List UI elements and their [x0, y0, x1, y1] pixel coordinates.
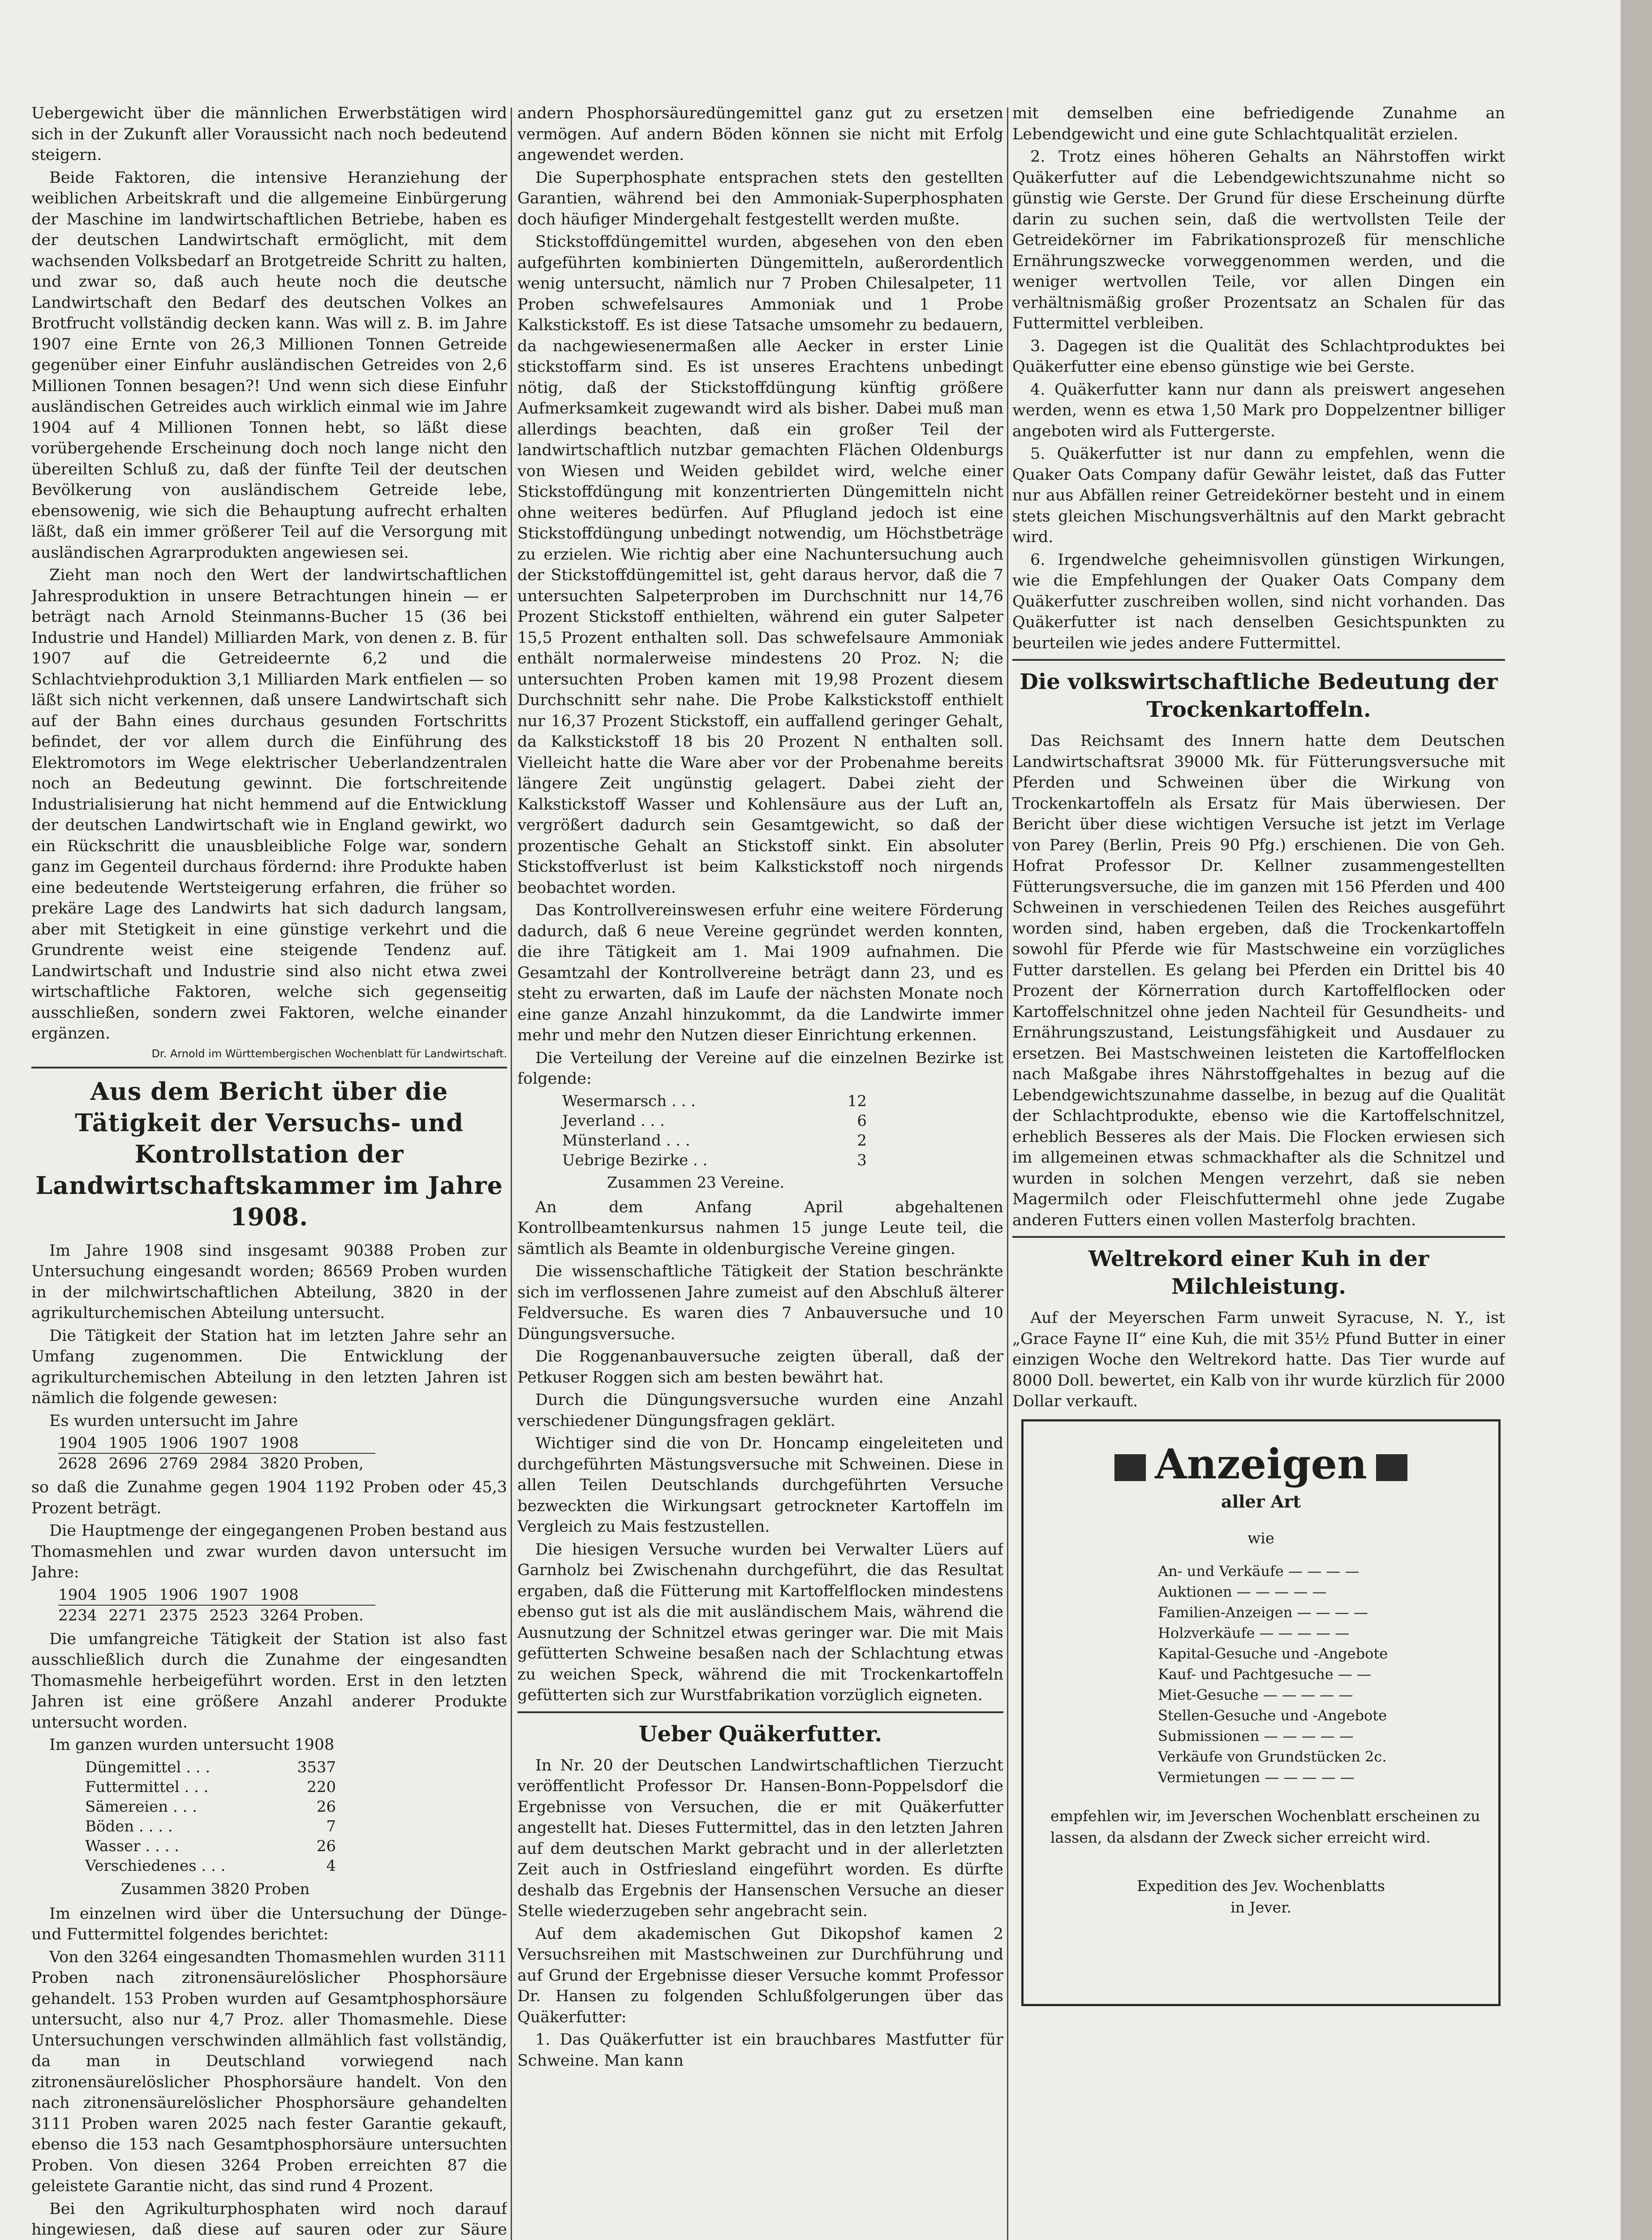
- list-key: Jeverland . . .: [562, 1111, 665, 1130]
- list-key: Wesermarsch . . .: [562, 1092, 696, 1110]
- article-heading: Weltrekord einer Kuh in der Milchleistung.: [1088, 1246, 1429, 1299]
- list-value: 4: [326, 1857, 336, 1875]
- paragraph: Auf der Meyerschen Farm unweit Syracuse, N. Y., ist „Grace Fayne II“ eine Kuh, die mit 35½ Pfund Butter in einer einzigen Woche den Weltrekord hatte. Das Tier wurde auf 8000 Doll. bewertet, ein Kalb von ihr wurde kürzlich für 2000 Dollar verkauft.: [1012, 1309, 1505, 1410]
- ad-footer-line: in Jever.: [1230, 1898, 1291, 1916]
- column-rule: [1007, 108, 1008, 2240]
- paragraph: 2. Trotz eines höheren Gehalts an Nährstoffen wirkt Quäkerfutter auf die Lebendgewichtszunahme nicht so günstig wie Gerste. Der Grund für diese Erscheinung dürfte darin zu suchen sein, daß die wertvollsten Teile der Getreidekörner im Fabrikationsprozeß für menschliche Ernährungszwecke vorweggenommen werden, und die weniger wertvollen Teile, vor allen Dingen ein verhältnismäßig großer Prozentsatz an Schalen für das Futtermittel verbleiben.: [1012, 148, 1505, 332]
- paragraph: Im einzelnen wird über die Untersuchung der Dünge- und Futtermittel folgendes berichtet:: [31, 1904, 507, 1943]
- table-value: 2769: [159, 1455, 198, 1473]
- paragraph: Die wissenschaftliche Tätigkeit der Station beschränkte sich im verflossenen Jahre zumeist auf den Abschluß älterer Feldversuche. Es waren dies 7 Anbauversuche und 10 Düngungsversuche.: [517, 1262, 1003, 1343]
- paragraph: Die Roggenanbauversuche zeigten überall, daß der Petkuser Roggen sich am besten bewährt hat.: [517, 1348, 1003, 1387]
- ad-subtitle: aller Art: [1221, 1491, 1301, 1512]
- list-value: 7: [326, 1817, 336, 1835]
- ad-item: Vermietungen — — — — —: [1158, 1768, 1355, 1786]
- list-key: Sämereien . . .: [85, 1797, 198, 1816]
- paragraph: Im Jahre 1908 sind insgesamt 90388 Proben zur Untersuchung eingesandt worden; 86569 Proben wurden in der milchwirtschaftlichen Abteilung, 3820 in der agrikulturchemischen Abteilung untersucht.: [31, 1241, 507, 1322]
- list-item: [85, 1797, 336, 1817]
- table-value: 2696: [108, 1455, 148, 1473]
- list-value: 26: [316, 1837, 336, 1855]
- ornament-icon: [1376, 1454, 1407, 1481]
- list-value: 3537: [297, 1758, 336, 1776]
- list-key: Münsterland . . .: [562, 1131, 690, 1150]
- paragraph: Die umfangreiche Tätigkeit der Station ist also fast ausschließlich durch die Zunahme der eingesandten Thomasmehle herbeigeführt worden. Erst in den letzten Jahren ist eine größere Anzahl anderer Produkte untersucht worden.: [31, 1630, 507, 1732]
- list-total: Zusammen 3820 Proben: [121, 1880, 310, 1898]
- ad-footer-line: Expedition des Jev. Wochenblatts: [1137, 1877, 1385, 1895]
- table-value: 2523: [209, 1606, 249, 1624]
- advertisement-box: [1021, 1419, 1501, 2006]
- page-edge: [1621, 0, 1652, 2240]
- list-item: [562, 1150, 867, 1170]
- list-item: [85, 1836, 336, 1856]
- table-year: 1908: [260, 1585, 375, 1605]
- table-year: 1905: [109, 1585, 159, 1605]
- paragraph: Stickstoffdüngemittel wurden, abgesehen von den eben aufgeführten kombinierten Düngemitteln, außerordentlich wenig untersucht, nämlich nur 7 Proben Chilesalpeter, 11 Proben schwefelsaures Ammoniak und 1 Probe Kalkstickstoff. Es ist diese Tatsache umsomehr zu bedauern, da nachgewiesenermaßen alle Aecker in erster Linie stickstoffarm sind. Es ist unseres Erachtens unbedingt nötig, daß der Stickstoffdüngung künftig größere Aufmerksamkeit zugewandt wird als bisher. Dabei muß man allerdings beachten, daß ein großer Teil der landwirtschaftlich nutzbar gemachten Flächen Oldenburgs von Wiesen und Weiden gebildet wird, welche einer Stickstoffdüngung mit konzentrierten Düngemitteln nicht ohne weiteres bedürfen. Auf Pflugland jedoch ist eine Stickstoffdüngung unbedingt notwendig, um Höchstbeträge zu erzielen. Wie richtig aber eine Nachuntersuchung auch der Stickstoffdüngemittel ist, geht daraus hervor, daß die 7 untersuchten Salpeterproben im Durchschnitt nur 14,76 Prozent Stickstoff enthielten, während ein guter Salpeter 15,5 Prozent enthalten soll. Das schwefelsaure Ammoniak enthält normalerweise mindestens 20 Proz. N; die untersuchten Proben kamen mit 19,98 Prozent diesem Durchschnitt sehr nahe. Die Probe Kalkstickstoff enthielt nur 16,37 Prozent Stickstoff, ein auffallend geringer Gehalt, da Kalkstickstoff 18 bis 20 Prozent N enthalten soll. Vielleicht hatte die Ware aber vor der Probenahme bereits längere Zeit ungünstig gelagert. Dabei zieht der Kalkstickstoff Wasser und Kohlensäure aus der Luft an, vergrößert dadurch sein Gesamtgewicht, so daß der prozentische Gehalt an Stickstoff sinkt. Ein absoluter Stickstoffverlust ist beim Kalkstickstoff noch nirgends beobachtet worden.: [517, 233, 1003, 897]
- paragraph: 5. Quäkerfutter ist nur dann zu empfehlen, wenn die Quaker Oats Company dafür Gewähr leistet, daß das Futter nur aus Abfällen reiner Getreidekörner besteht und in einem stets gleichen Mischungsverhältnis auf den Markt gebracht wird.: [1012, 445, 1505, 546]
- column-1: [31, 103, 507, 2240]
- list-item: [562, 1131, 867, 1150]
- ad-item: Holzverkäufe — — — — —: [1158, 1624, 1350, 1641]
- paragraph: 4. Quäkerfutter kann nur dann als preiswert angesehen werden, wenn es etwa 1,50 Mark pro Doppelzentner billiger angeboten wird als Futtergerste.: [1012, 380, 1505, 440]
- ad-item: Submissionen — — — — —: [1158, 1727, 1354, 1745]
- ad-item: Familien-Anzeigen — — — —: [1158, 1603, 1368, 1621]
- ad-item: Kauf- und Pachtgesuche — —: [1158, 1665, 1371, 1683]
- list-value: 3: [857, 1151, 867, 1169]
- list-key: Uebrige Bezirke . .: [562, 1151, 708, 1169]
- paragraph: Beide Faktoren, die intensive Heranziehung der weiblichen Arbeitskraft und die allgemeine Einbürgerung der Maschine im landwirtschaftlichen Betriebe, haben es der deutschen Landwirtschaft ermöglicht, mit dem wachsenden Volksbedarf an Brotgetreide Schritt zu halten, und zwar so, daß auch heute noch die deutsche Landwirtschaft den Bedarf des deutschen Volkes an Brotfrucht vollständig decken kann. Was will z. B. im Jahre 1907 eine Ernte von 26,3 Millionen Tonnen Getreide gegenüber einer Einfuhr ausländischen Getreides von 2,6 Millionen Tonnen besagen?! Und wenn sich diese Einfuhr ausländischen Getreides auch wirklich einmal wie im Jahre 1904 auf 4 Millionen Tonnen hebt, so läßt diese vorübergehende Erscheinung doch noch lange nicht den übereilten Schluß zu, daß der fünfte Teil der deutschen Bevölkerung von ausländischem Getreide lebe, ebensowenig, wie sich die Behauptung aufrecht erhalten läßt, daß ein immer größerer Teil auf die Versorgung mit ausländischen Agrarprodukten angewiesen sei.: [31, 168, 507, 562]
- paragraph: mit demselben eine befriedigende Zunahme an Lebendgewicht und eine gute Schlachtqualität erzielen.: [1012, 104, 1505, 143]
- list-key: Futtermittel . . .: [85, 1778, 209, 1796]
- paragraph: andern Phosphorsäuredüngemittel ganz gut zu ersetzen vermögen. Auf andern Böden können sie nicht mit Erfolg angewendet werden.: [517, 104, 1003, 164]
- table-value: 2984: [209, 1455, 249, 1473]
- paragraph: Auf dem akademischen Gut Dikopshof kamen 2 Versuchsreihen mit Mastschweinen zur Durchführung und auf Grund der Ergebnisse dieser Versuche kommt Professor Dr. Hansen zu folgenden Schlußfolgerungen über das Quäkerfutter:: [517, 1925, 1003, 2026]
- table-value: 3820 Proben,: [260, 1455, 364, 1473]
- divider: [517, 1711, 1003, 1713]
- paragraph: Das Kontrollvereinswesen erfuhr eine weitere Förderung dadurch, daß 6 neue Vereine gegründet werden konnten, die ihre Tätigkeit am 1. Mai 1909 aufnahmen. Die Gesamtzahl der Kontrollvereine beträgt dann 23, und es steht zu erwarten, daß im Laufe der nächsten Monate noch eine ganze Anzahl hinzukommt, da die Landwirte immer mehr und mehr den Nutzen dieser Einrichtung erkennen.: [517, 901, 1003, 1044]
- paragraph: Die Verteilung der Vereine auf die einzelnen Bezirke ist folgende:: [517, 1049, 1003, 1088]
- article-heading: Ueber Quäkerfutter.: [638, 1721, 882, 1747]
- ad-footer: [1037, 1875, 1485, 1918]
- paragraph: Von den 3264 eingesandten Thomasmehlen wurden 3111 Proben nach zitronensäurelöslicher Phosphorsäure gehandelt. 153 Proben wurden auf Gesamtphosphorsäure untersucht, also nur 4,7 Proz. aller Thomasmehle. Diese Untersuchungen verschwinden allmählich fast vollständig, da man in Deutschland vorwiegend nach zitronensäurelöslicher Phosphorsäure handelt. Von den nach zitronensäurelöslicher Phosphorsäure gehandelten 3111 Proben waren 2025 nach fester Garantie gekauft, ebenso die 153 nach Gesamtphosphorsäure untersuchten Proben. Von diesen 3264 Proben erreichten 87 die geleistete Garantie nicht, das sind rund 4 Prozent.: [31, 1948, 507, 2195]
- table-caption: Es wurden untersucht im Jahre: [49, 1412, 298, 1430]
- paragraph: Das Reichsamt des Innern hatte dem Deutschen Landwirtschaftsrat 39000 Mk. für Fütterungsversuche mit Pferden und Schweinen über die Wirkung von Trockenkartoffeln als Ersatz für Mais überwiesen. Der Bericht über diese wichtigen Versuche ist jetzt im Verlage von Parey (Berlin, Preis 90 Pfg.) erschienen. Die von Geh. Hofrat Professor Dr. Kellner zusammengestellten Fütterungsversuche, die im ganzen mit 156 Pferden und 400 Schweinen in verschiedenen Teilen des Reiches ausgeführt worden sind, haben ergeben, daß die Trockenkartoffeln sowohl für Pferde wie für Mastschweine ein vorzügliches Futter darstellen. Es gelang bei Pferden ein Drittel bis 40 Prozent der Körnerration durch Kartoffelflocken oder Kartoffelschnitzel ohne jeden Nachteil für Gesundheits- und Ernährungszustand, Leistungsfähigkeit und Ausdauer zu ersetzen. Bei Mastschweinen leisteten die Kartoffelflocken nach Maßgabe ihres Nährstoffgehaltes in bezug auf die Lebendgewichtszunahme dasselbe, in bezug auf die Qualität der Schlachtprodukte, ebenso wie die Kartoffelschnitzel, erheblich Besseres als der Mais. Die Flocken erwiesen sich im allgemeinen etwas schmackhafter als die Schnitzel und wurden in solchen Mengen verzehrt, daß sie neben Magermilch oder Fleischfuttermehl ohne jede Zugabe anderen Futters einen vollen Masterfolg brachten.: [1012, 732, 1505, 1229]
- list-value: 220: [307, 1778, 336, 1796]
- list-value: 26: [316, 1797, 336, 1816]
- table-year: 1904: [58, 1433, 109, 1453]
- table-year: 1907: [210, 1585, 260, 1605]
- column-3: [1012, 103, 1505, 2240]
- table-value: 2234: [58, 1606, 97, 1624]
- list-item: [85, 1777, 336, 1797]
- ad-item: Stellen-Gesuche und -Angebote: [1158, 1706, 1387, 1724]
- list-caption: Im ganzen wurden untersucht 1908: [49, 1736, 335, 1754]
- ad-item: Kapital-Gesuche und -Angebote: [1158, 1645, 1388, 1662]
- paragraph: 3. Dagegen ist die Qualität des Schlachtproduktes bei Quäkerfutter eine ebenso günstige wie bei Gerste.: [1012, 337, 1505, 376]
- paragraph: so daß die Zunahme gegen 1904 1192 Proben oder 45,3 Prozent beträgt.: [31, 1478, 507, 1517]
- paragraph: Wichtiger sind die von Dr. Honcamp eingeleiteten und durchgeführten Mästungsversuche mit Schweinen. Diese in allen Teilen Deutschlands durchgeführten Versuche bezweckten die Wirkungsart getrockneter Kartoffeln im Vergleich zu Mais festzustellen.: [517, 1434, 1003, 1536]
- list-key: Wasser . . . .: [85, 1837, 179, 1855]
- article-heading: Aus dem Bericht über die Tätigkeit der Versuchs- und Kontrollstation der Landwirtschaftskammer im Jahre 1908.: [35, 1077, 503, 1231]
- list-value: 6: [857, 1111, 867, 1130]
- list-value: 12: [847, 1092, 867, 1110]
- table-value: 3264 Proben.: [260, 1606, 364, 1624]
- list-key: Verschiedenes . . .: [85, 1857, 226, 1875]
- divider: [31, 1067, 507, 1068]
- ornament-icon: [1114, 1454, 1146, 1481]
- table-year: 1906: [159, 1433, 210, 1453]
- ad-text: empfehlen wir, im Jeverschen Wochenblatt erscheinen zu lassen, da alsdann der Zweck sicher erreicht wird.: [1050, 1807, 1480, 1846]
- samples-table: [58, 1433, 375, 1473]
- divider: [1012, 1236, 1505, 1238]
- thomasmehl-table: [58, 1585, 375, 1625]
- ad-item: Miet-Gesuche — — — — —: [1158, 1686, 1353, 1703]
- article-source: Dr. Arnold im Württembergischen Wochenblatt für Landwirtschaft.: [151, 1047, 507, 1060]
- paragraph: Durch die Düngungsversuche wurden eine Anzahl verschiedener Düngungsfragen geklärt.: [517, 1391, 1003, 1430]
- list-item: [85, 1817, 336, 1836]
- paragraph: 6. Irgendwelche geheimnisvollen günstigen Wirkungen, wie die Empfehlungen der Quaker Oats Company dem Quäkerfutter zuschreiben wollen, sind nicht vorhanden. Das Quäkerfutter ist nach denselben Gesichtspunkten zu beurteilen wie jedes andere Futtermittel.: [1012, 551, 1505, 652]
- ad-title-text: Anzeigen: [1155, 1439, 1367, 1488]
- table-year: 1908: [260, 1433, 375, 1453]
- list-item: [85, 1856, 336, 1876]
- list-total: Zusammen 23 Vereine.: [607, 1173, 785, 1192]
- ad-item: Auktionen — — — — —: [1158, 1583, 1327, 1600]
- ad-wie: wie: [1247, 1529, 1275, 1547]
- table-year: 1905: [109, 1433, 159, 1453]
- paragraph: Zieht man noch den Wert der landwirtschaftlichen Jahresproduktion in unsere Betrachtungen hinein — er beträgt nach Arnold Steinmanns-Bucher 15 (36 bei Industrie und Handel) Milliarden Mark, von denen z. B. für 1907 auf die Getreideernte 6,2 und die Schlachtviehproduktion 3,1 Milliarden Mark entfielen — so läßt sich nicht verkennen, daß unsere Landwirtschaft sich auf der Bahn eines durchaus gesunden Fortschritts befindet, der vor allem durch die Einführung des Elektromotors im Wege elektrischer Ueberlandzentralen noch an Bedeutung gewinnt. Die fortschreitende Industrialisierung hat nicht hemmend auf die Entwicklung der deutschen Landwirtschaft wie in England gewirkt, wo ein Rückschritt die unausbleibliche Folge war, sondern ganz im Gegenteil durchaus fördernd: ihre Produkte haben eine bedeutende Wertsteigerung erfahren, die früher so prekäre Lage des Landwirts hat sich dadurch langsam, aber mit Stetigkeit in eine günstige verkehrt und die Grundrente weist eine steigende Tendenz auf. Landwirtschaft und Industrie sind also nicht etwa zwei wirtschaftliche Faktoren, welche sich gegenseitig ausschließen, sondern zwei Faktoren, welche einander ergänzen.: [31, 566, 507, 1042]
- column-rule: [511, 108, 512, 2240]
- ad-item: Verkäufe von Grundstücken 2c.: [1158, 1748, 1387, 1765]
- paragraph: Die Superphosphate entsprachen stets den gestellten Garantien, während bei den Ammoniak-Superphosphaten doch häufiger Mindergehalt festgestellt werden mußte.: [517, 168, 1003, 228]
- paragraph: Die Tätigkeit der Station hat im letzten Jahre sehr an Umfang zugenommen. Die Entwicklung der agrikulturchemischen Abteilung in den letzten Jahren ist nämlich die folgende gewesen:: [31, 1327, 507, 1407]
- ad-title: [1037, 1439, 1485, 1489]
- paragraph: Die Hauptmenge der eingegangenen Proben bestand aus Thomasmehlen und zwar wurden davon untersucht im Jahre:: [31, 1522, 507, 1581]
- paragraph: 1. Das Quäkerfutter ist ein brauchbares Mastfutter für Schweine. Man kann: [517, 2031, 1003, 2070]
- list-key: Düngemittel . . .: [85, 1758, 211, 1776]
- table-year: 1906: [159, 1585, 210, 1605]
- article-heading: Die volkswirtschaftliche Bedeutung der Trockenkartoffeln.: [1020, 669, 1498, 722]
- samples-list: [85, 1758, 507, 1876]
- table-year: 1904: [58, 1585, 109, 1605]
- divider: [1012, 659, 1505, 661]
- column-2: [517, 103, 1003, 2240]
- list-item: [562, 1091, 867, 1111]
- list-item: [85, 1758, 336, 1777]
- list-value: 2: [857, 1131, 867, 1150]
- paragraph: Bei den Agrikulturphosphaten wird noch darauf hingewiesen, daß diese auf sauren oder zur Säure: [31, 2200, 507, 2239]
- paragraph: Uebergewicht über die männlichen Erwerbstätigen wird sich in der Zukunft aller Voraussicht nach noch bedeutend steigern.: [31, 104, 507, 164]
- table-year: 1907: [210, 1433, 260, 1453]
- table-value: 2628: [58, 1455, 97, 1473]
- vereine-list: [562, 1091, 1003, 1170]
- table-value: 2375: [159, 1606, 198, 1624]
- table-value: 2271: [108, 1606, 148, 1624]
- list-item: [562, 1111, 867, 1131]
- ad-item: An- und Verkäufe — — — —: [1158, 1562, 1359, 1580]
- paragraph: An dem Anfang April abgehaltenen Kontrollbeamtenkursus nahmen 15 junge Leute teil, die sämtlich als Beamte in oldenburgische Vereine gingen.: [517, 1198, 1003, 1258]
- ad-item-list: [1158, 1561, 1485, 1788]
- paragraph: In Nr. 20 der Deutschen Landwirtschaftlichen Tierzucht veröffentlicht Professor Dr. Hansen-Bonn-Poppelsdorf die Ergebnisse von Versuchen, die er mit Quäkerfutter angestellt hat. Dieses Futtermittel, das in den letzten Jahren auf dem deutschen Markt gebracht und in der allerletzten Zeit auch in Ostfriesland eingeführt worden. Es dürfte deshalb das Ergebnis der Hansenschen Versuche an dieser Stelle wiederzugeben sehr angebracht sein.: [517, 1756, 1003, 1920]
- list-key: Böden . . . .: [85, 1817, 173, 1835]
- paragraph: Die hiesigen Versuche wurden bei Verwalter Lüers auf Garnholz bei Zwischenahn durchgeführt, die das Resultat ergaben, daß die Fütterung mit Kartoffelflocken mindestens ebenso gut ist als die mit ausländischem Mais, während die Ausnutzung der Schnitzel etwas geringer war. Die mit Mais gefütterten Schweine besaßen nach der Schlachtung etwas zu weichen Speck, während die mit Trockenkartoffeln gefütterten sich zur Wurstfabrikation vorzüglich eigneten.: [517, 1540, 1003, 1704]
